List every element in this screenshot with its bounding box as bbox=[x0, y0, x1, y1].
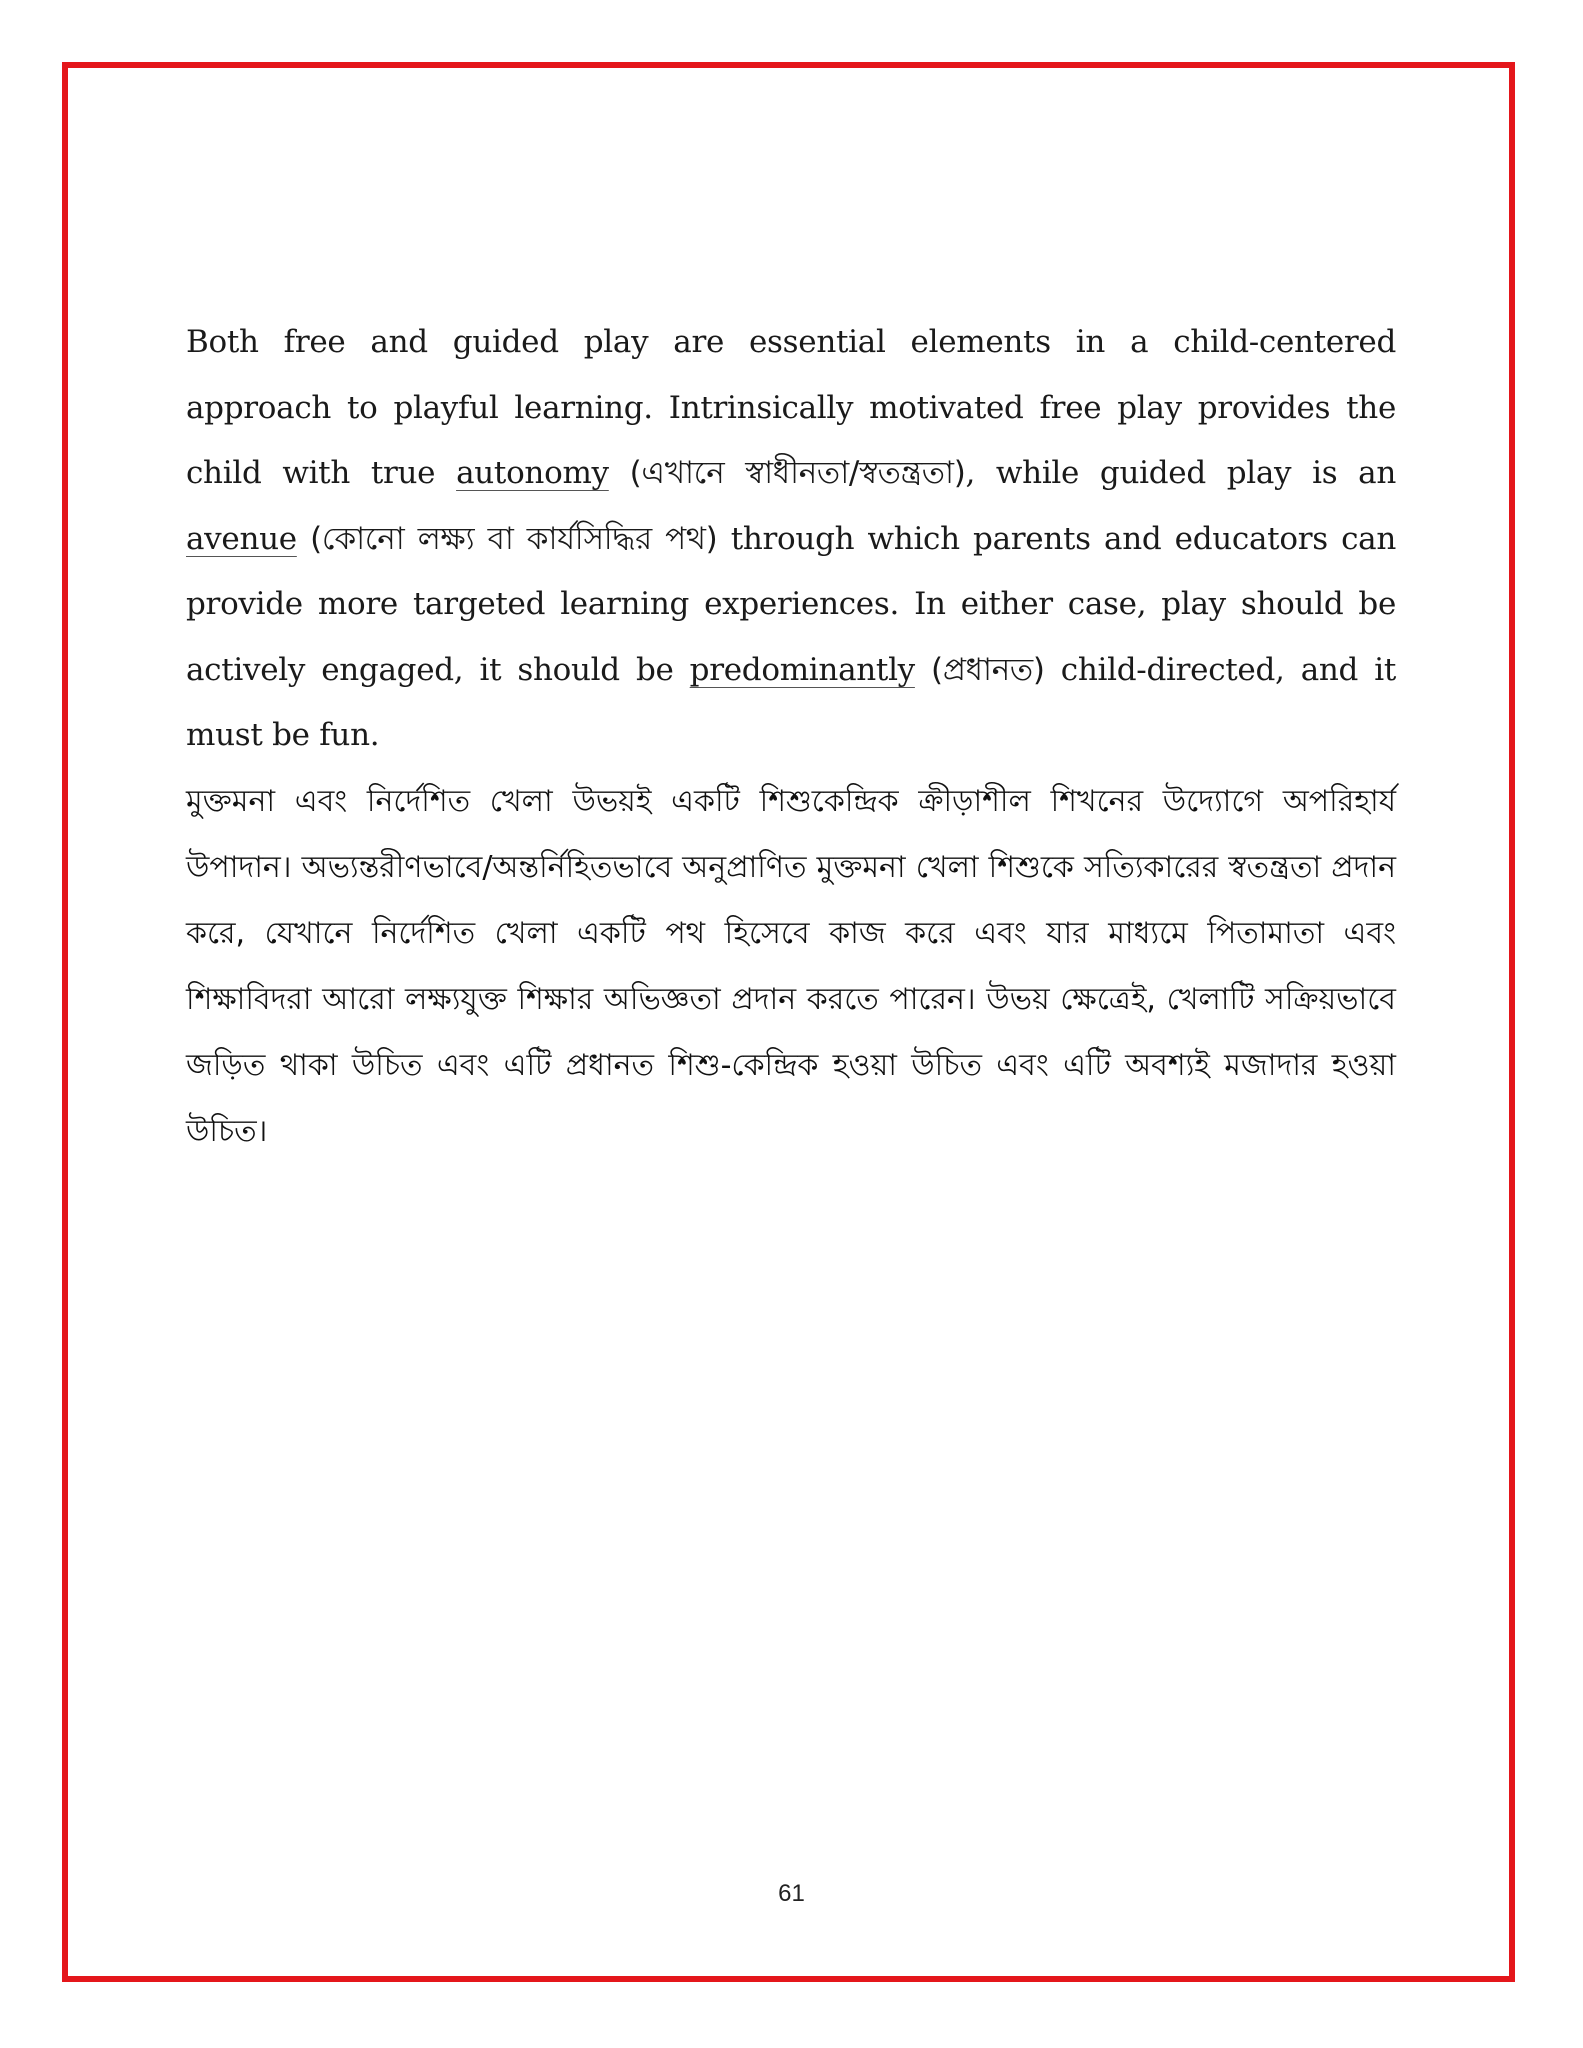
glossary-term-avenue: avenue bbox=[186, 520, 297, 557]
glossary-term-predominantly: predominantly bbox=[689, 651, 915, 688]
english-text-part-2: , while guided play is an bbox=[965, 455, 1396, 491]
page-content bbox=[186, 310, 1396, 1165]
bengali-gloss-autonomy: (এখানে স্বাধীনতা/স্বতন্ত্রতা) bbox=[608, 455, 966, 491]
bengali-gloss-avenue: (কোনো লক্ষ্য বা কার্যসিদ্ধির পথ) bbox=[296, 520, 718, 557]
english-text-part-1: Both free and guided play are essential elements in a child-centered approach to playful learning. Intrinsically motivated free play provides the child with true bbox=[186, 324, 1396, 491]
english-text-part-3: through which parents and educators can provide more targeted learning experiences. In either case, play should be actively engaged, it should be bbox=[186, 520, 1396, 688]
english-paragraph bbox=[186, 310, 1396, 769]
glossary-term-autonomy: autonomy bbox=[456, 455, 609, 491]
bengali-gloss-predominantly: (প্রধানত) bbox=[914, 651, 1045, 688]
bengali-paragraph: মুক্তমনা এবং নির্দেশিত খেলা উভয়ই একটি শিশুকেন্দ্রিক ক্রীড়াশীল শিখনের উদ্যোগে অপরিহার্য উপাদান। অভ্যন্তরীণভাবে/অন্তর্নিহিতভাবে অনুপ্রাণিত মুক্তমনা খেলা শিশুকে সত্যিকারের স্বতন্ত্রতা প্রদান করে, যেখানে নির্দেশিত খেলা একটি পথ হিসেবে কাজ করে এবং যার মাধ্যমে পিতামাতা এবং শিক্ষাবিদরা আরো লক্ষ্যযুক্ত শিক্ষার অভিজ্ঞতা প্রদান করতে পারেন। উভয় ক্ষেত্রেই, খেলাটি সক্রিয়ভাবে জড়িত থাকা উচিত এবং এটি প্রধানত শিশু-কেন্দ্রিক হওয়া উচিত এবং এটি অবশ্যই মজাদার হওয়া উচিত। bbox=[186, 783, 1396, 1149]
english-text-part-4: child-directed, and it must be fun. bbox=[186, 651, 1396, 753]
page-number: 61 bbox=[778, 1880, 805, 1907]
